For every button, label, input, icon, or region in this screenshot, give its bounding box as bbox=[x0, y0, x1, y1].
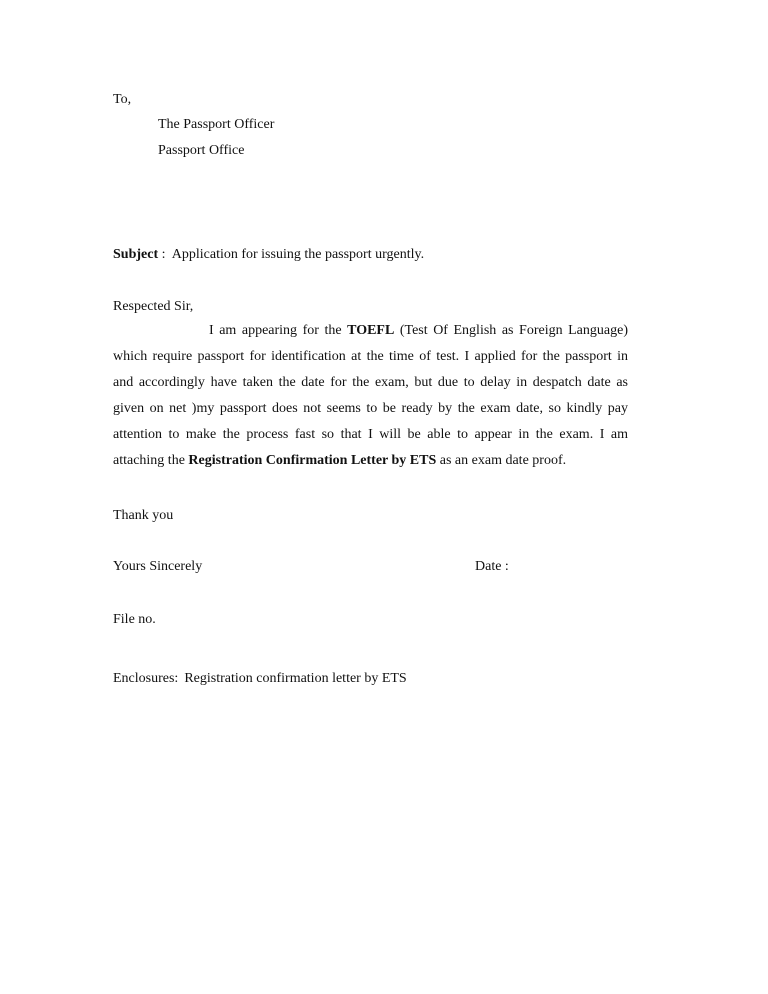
body-line-4: given on net )my passport does not seems to be ready by the exam date, so kindly pay bbox=[113, 401, 628, 416]
enclosures-value: Registration confirmation letter by ETS bbox=[184, 671, 407, 686]
body-ets-bold: Registration Confirmation Letter by ETS bbox=[188, 453, 437, 468]
enclosures-line bbox=[113, 672, 407, 686]
body-l6-pre: attaching the bbox=[113, 453, 189, 468]
closing: Yours Sincerely bbox=[113, 559, 203, 574]
body-paragraph bbox=[113, 318, 628, 474]
subject-separator: : bbox=[158, 247, 172, 262]
enclosures-label: Enclosures: bbox=[113, 671, 179, 686]
body-line-3: and accordingly have taken the date for the exam, but due to delay in despatch date as bbox=[113, 375, 628, 390]
subject-text: Application for issuing the passport urgently. bbox=[171, 247, 425, 262]
date-label: Date : bbox=[475, 559, 509, 574]
greeting: Respected Sir, bbox=[113, 299, 194, 314]
subject-line bbox=[113, 248, 424, 262]
to-label: To, bbox=[113, 92, 132, 107]
body-l6-post: as an exam date proof. bbox=[436, 453, 567, 468]
file-no: File no. bbox=[113, 612, 156, 627]
subject-label: Subject bbox=[113, 247, 159, 262]
body-l1-post: (Test Of English as Foreign Language) bbox=[394, 323, 628, 338]
thank-you: Thank you bbox=[113, 508, 174, 523]
body-l1-pre: I am appearing for the bbox=[209, 323, 348, 338]
body-line-5: attention to make the process fast so that I will be able to appear in the exam. I am bbox=[113, 427, 628, 442]
body-line-1 bbox=[113, 318, 628, 344]
body-line-6 bbox=[113, 448, 628, 474]
recipient-title: The Passport Officer bbox=[158, 117, 275, 132]
body-toefl-bold: TOEFL bbox=[347, 323, 395, 338]
recipient-office: Passport Office bbox=[158, 143, 245, 158]
body-line-2: which require passport for identification at the time of test. I applied for the passport in bbox=[113, 349, 628, 364]
